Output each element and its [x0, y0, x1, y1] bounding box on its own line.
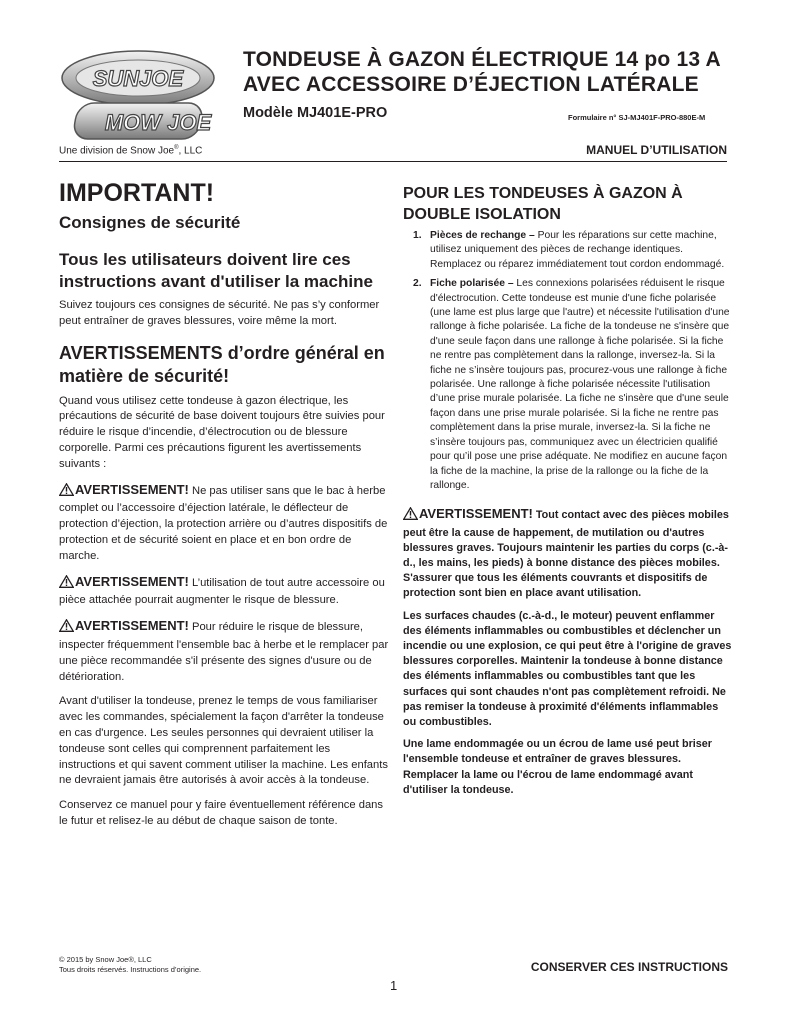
document-title: TONDEUSE À GAZON ÉLECTRIQUE 14 po 13 A AVEC ACCESSOIRE D’ÉJECTION LATÉRALE	[243, 48, 721, 96]
right-column	[403, 183, 733, 798]
warning-triangle-icon	[59, 575, 74, 594]
warning-moving-parts: AVERTISSEMENT! Tout contact avec des pièces mobiles peut être la cause de happement, de mutilation ou d'autres blessures graves. Toujours maintenir les parties du corps (c.-à-d., les mains, les pieds) à bonne distance des pièces mobiles. S'assurer que tous les éléments couvrants et dispositifs de protection sont bien en place avant utilisation.	[403, 506, 729, 600]
copyright: © 2015 by Snow Joe®, LLC Tous droits réservés. Instructions d’origine.	[59, 955, 202, 974]
general-warnings-heading: AVERTISSEMENTS d’ordre général en matière de sécurité!	[59, 342, 385, 386]
warning-triangle-icon	[59, 619, 74, 638]
page-number: 1	[390, 978, 398, 993]
list-item: 1. Pièces de rechange – Pour les réparations sur cette machine, utilisez uniquement des pièces de rechange identiques. Remplacez ou réparez immédiatement tout cordon endommagé.	[413, 230, 725, 270]
form-code: Formulaire n° SJ-MJ401F-PRO-880E-M	[568, 113, 706, 122]
warning-triangle-icon	[403, 507, 418, 525]
damaged-blade-paragraph: Une lame endommagée ou un écrou de lame usé peut briser l'ensemble tondeuse et entraîner de graves blessures. Remplacer la lame ou l'écrou de lame endommagé avant d'utiliser la tondeuse.	[403, 738, 712, 796]
warning-2: AVERTISSEMENT! L’utilisation de tout autre accessoire ou pièce attachée pourrait augmenter le risque de blessure.	[59, 573, 385, 607]
division-text: Une division de Snow Joe®, LLC	[59, 145, 203, 157]
manual-label: MANUEL D’UTILISATION	[586, 143, 727, 157]
warning-3: AVERTISSEMENT! Pour réduire le risque de blessure, inspecter fréquemment l'ensemble bac à herbe et le remplacer par une pièce recommandée s'il présente des signes d'usure ou de détérioration.	[59, 618, 389, 683]
paragraph-keep-manual: Conservez ce manuel pour y faire éventuellement référence dans le futur et relisez-le au début de chaque saison de tonte.	[59, 799, 383, 827]
header-divider	[59, 161, 727, 162]
double-insulation-heading: POUR LES TONDEUSES À GAZON À DOUBLE ISOLATION	[403, 185, 683, 223]
safety-subtitle: Consignes de sécurité	[59, 213, 241, 232]
model-number: Modèle MJ401E-PRO	[243, 105, 388, 121]
warning-1: AVERTISSEMENT! Ne pas utiliser sans que le bac à herbe complet ou l’accessoire d’éjection latérale, le déflecteur de protection d’éjection, la protection arrière ou d’autres dispositifs de protection et de sécurité soient en place et en bon ordre de marche.	[59, 481, 388, 562]
important-heading: IMPORTANT!	[59, 179, 215, 207]
warning-triangle-icon	[59, 483, 74, 502]
hot-surfaces-paragraph: Les surfaces chaudes (c.-à-d., le moteur) peuvent enflammer des éléments inflammables ou combustibles et déclencher un incendie ou une explosion, ce qui peut être à l'origine de graves blessures corporelles. Maintenir la tondeuse à bonne distance des éléments inflammables ou combustibles tant que les surfaces qui sont chaudes n'ont pas complètement refroidi. Ne pas remiser la tondeuse à proximité d'éléments inflammables ou combustibles.	[403, 609, 732, 728]
list-item: 2. Fiche polarisée – Les connexions polarisées réduisent le risque d'électrocution. Cette tondeuse est munie d'une fiche polarisée (une lame est plus large que l'autre) et nécessite l'utilisation d'une rallonge à fiche polarisée. La fiche de la tondeuse ne s'insère que d'une seule façon dans une rallonge à fiche polarisée. Si la fiche ne rentre pas complètement dans la rallonge, inversez-la. Si la fiche ne s’insère toujours pas, procurez-vous une rallonge à fiche polarisée. Une rallonge à fiche polarisée nécessite l'utilisation d’une prise murale polarisée. La fiche ne s'insère que d'une seule façon dans une prise murale polarisée. Si la fiche ne rentre pas complètement dans la prise murale, inversez-la. Si la fiche ne s’insère toujours pas, communiquez avec un électricien qualifié pour qu’il pose une prise adéquate. Ne modifiez en aucune façon la fiche de la machine, la prise de la rallonge ou la fiche de la rallonge.	[413, 278, 730, 491]
general-text: Quand vous utilisez cette tondeuse à gazon électrique, les précautions de sécurité de base doivent toujours être suivies pour réduire le risque d’incendie, d’électrocution ou de blessure corporelle. Parmi ces précautions figurent les avertissements suivants :	[59, 394, 385, 470]
svg-text:MOW JOE: MOW JOE	[104, 110, 212, 135]
read-text: Suivez toujours ces consignes de sécurité. Ne pas s’y conformer peut entraîner de graves blessures, voire même la mort.	[59, 299, 380, 327]
read-heading: Tous les utilisateurs doivent lire ces instructions avant d'utiliser la machine	[59, 250, 373, 291]
instructions-list	[403, 229, 733, 493]
keep-instructions: CONSERVER CES INSTRUCTIONS	[530, 960, 728, 974]
left-column	[59, 178, 389, 830]
paragraph-before-use: Avant d'utiliser la tondeuse, prenez le temps de vous familiariser avec les commandes, spécialement la façon d'arrêter la tondeuse en cas d'urgence. Les seules personnes qui devraient utiliser la tondeuse sont celles qui comprennent parfaitement les instructions et qui savent comment utiliser la machine. Les enfants ne devraient jamais être autorisés à avoir accès à la tondeuse.	[59, 695, 388, 787]
brand-logo	[58, 48, 228, 144]
svg-text:SUNJOE: SUNJOE	[92, 66, 184, 91]
